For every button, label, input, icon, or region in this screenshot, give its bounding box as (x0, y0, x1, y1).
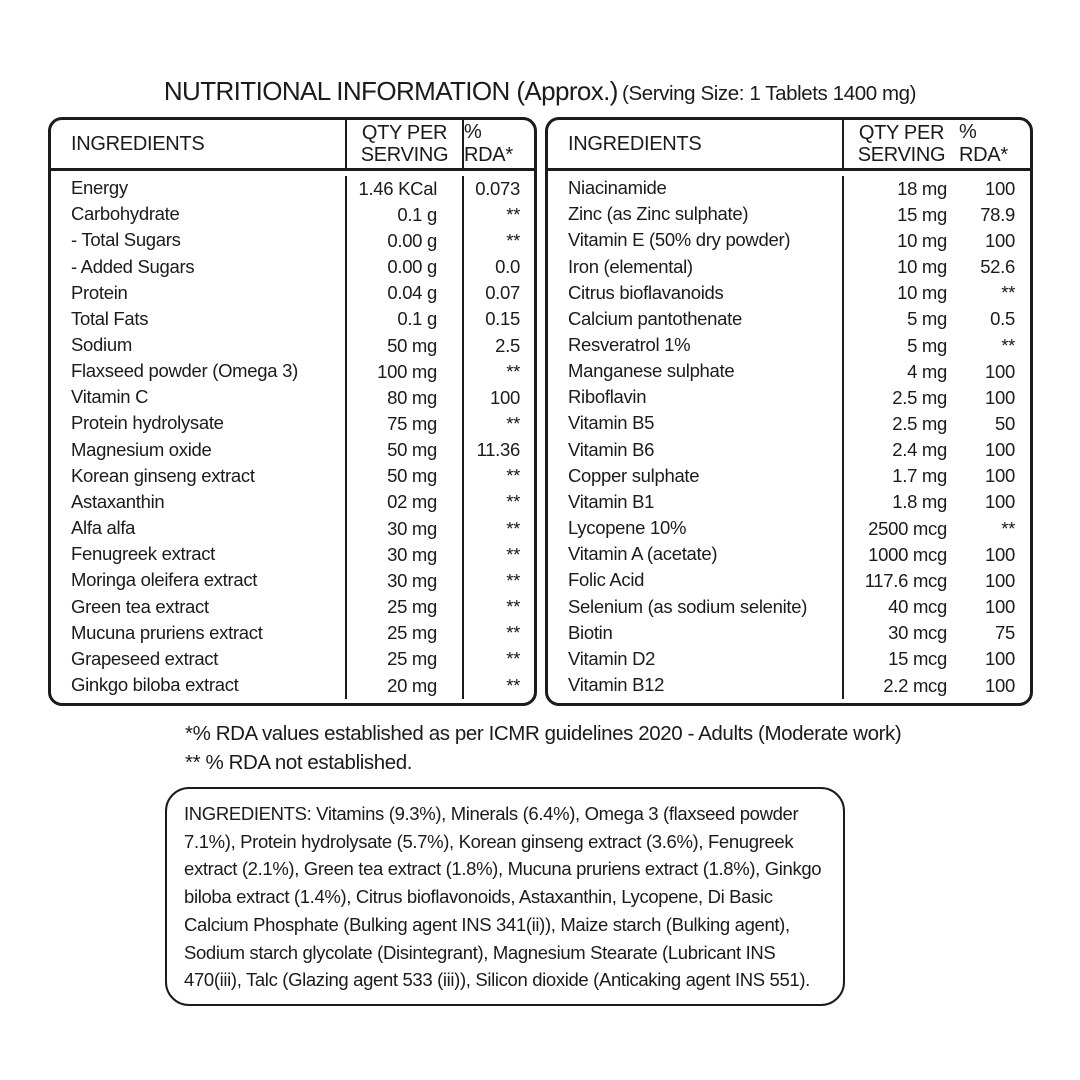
title-serving-size: (Serving Size: 1 Tablets 1400 mg) (622, 82, 917, 105)
cell-qty-per-serving: 5 mg (842, 332, 959, 358)
cell-rda-value: ** (1001, 517, 1015, 539)
cell-ingredient-name: Citrus bioflavanoids (568, 281, 724, 303)
cell-ingredient-name: Lycopene 10% (568, 517, 687, 539)
table-row (51, 567, 534, 593)
cell-rda-value: 100 (985, 674, 1015, 696)
cell-rda-value: 100 (985, 465, 1015, 487)
table-row (548, 384, 1030, 410)
table-row (548, 280, 1030, 306)
cell-ingredient-name: Vitamin B6 (568, 438, 655, 460)
cell-ingredient-name: Protein (71, 281, 128, 303)
cell-rda-value: ** (462, 489, 534, 515)
cell-qty-per-serving: 50 mg (345, 437, 462, 463)
cell-rda-value: 100 (985, 360, 1015, 382)
cell-qty-per-serving: 18 mg (842, 176, 959, 202)
cell-rda-value: ** (462, 359, 534, 385)
table-row (548, 410, 1030, 436)
cell-rda-value: ** (462, 202, 534, 228)
table-row (51, 358, 534, 384)
cell-rda-value: 100 (985, 569, 1015, 591)
cell-ingredient-name: Total Fats (71, 307, 149, 329)
ingredients-box (165, 787, 845, 1006)
cell-ingredient-name: - Total Sugars (71, 229, 181, 251)
table-row (51, 280, 534, 306)
cell-ingredient-name: Vitamin B1 (568, 490, 655, 512)
cell-ingredient-name: Korean ginseng extract (71, 464, 255, 486)
cell-ingredient-name: Grapeseed extract (71, 647, 219, 669)
cell-qty-per-serving: 50 mg (345, 463, 462, 489)
table-row (548, 620, 1030, 646)
table-row (548, 332, 1030, 358)
table-row (51, 594, 534, 620)
cell-rda-value: 100 (985, 386, 1015, 408)
cell-qty-per-serving: 15 mg (842, 202, 959, 228)
cell-ingredient-name: Flaxseed powder (Omega 3) (71, 360, 298, 382)
cell-qty-per-serving: 40 mcg (842, 594, 959, 620)
cell-qty-per-serving: 25 mg (345, 620, 462, 646)
cell-ingredient-name: Sodium (71, 334, 132, 356)
cell-rda-value: 75 (995, 622, 1015, 644)
cell-rda-value: ** (462, 568, 534, 594)
cell-ingredient-name: - Added Sugars (71, 255, 195, 277)
cell-qty-per-serving: 2.2 mcg (842, 672, 959, 698)
right-table-body (548, 171, 1030, 703)
cell-rda-value: 78.9 (980, 203, 1015, 225)
cell-ingredient-name: Moringa oleifera extract (71, 569, 258, 591)
table-row (548, 175, 1030, 201)
table-row (548, 489, 1030, 515)
cell-rda-value: ** (462, 228, 534, 254)
table-row (548, 201, 1030, 227)
cell-rda-value: 100 (462, 385, 534, 411)
cell-qty-per-serving: 10 mg (842, 254, 959, 280)
cell-rda-value: ** (462, 516, 534, 542)
header-qty-per-serving: QTY PER SERVING (842, 120, 959, 168)
header-rda: % RDA* (959, 121, 1008, 166)
cell-rda-value: ** (462, 646, 534, 672)
cell-rda-value: ** (1001, 334, 1015, 356)
table-row (51, 672, 534, 698)
footnote-rda-source: *% RDA values established as per ICMR guidelines 2020 - Adults (Moderate work) (185, 722, 902, 745)
cell-qty-per-serving: 30 mcg (842, 620, 959, 646)
cell-rda-value: 100 (985, 543, 1015, 565)
cell-qty-per-serving: 4 mg (842, 359, 959, 385)
cell-qty-per-serving: 1.8 mg (842, 489, 959, 515)
cell-rda-value: 0.5 (990, 308, 1015, 330)
cell-qty-per-serving: 2.5 mg (842, 385, 959, 411)
table-row (51, 175, 534, 201)
cell-rda-value: ** (1001, 282, 1015, 304)
left-table-body (51, 171, 534, 703)
cell-rda-value: ** (462, 463, 534, 489)
cell-rda-value: 50 (995, 412, 1015, 434)
cell-ingredient-name: Mucuna pruriens extract (71, 621, 263, 643)
cell-qty-per-serving: 30 mg (345, 516, 462, 542)
cell-rda-value: 100 (985, 596, 1015, 618)
right-table-header (548, 120, 1030, 171)
cell-rda-value: 100 (985, 229, 1015, 251)
cell-qty-per-serving: 0.00 g (345, 228, 462, 254)
cell-ingredient-name: Vitamin B5 (568, 412, 655, 434)
cell-ingredient-name: Folic Acid (568, 569, 645, 591)
cell-rda-value: 0.073 (462, 176, 534, 202)
left-table-header (51, 120, 534, 171)
cell-qty-per-serving: 0.00 g (345, 254, 462, 280)
cell-rda-value: ** (462, 411, 534, 437)
table-row (51, 541, 534, 567)
cell-rda-value: ** (462, 672, 534, 698)
header-ingredients: INGREDIENTS (71, 132, 205, 155)
cell-ingredient-name: Ginkgo biloba extract (71, 674, 239, 696)
table-row (51, 646, 534, 672)
table-row (548, 515, 1030, 541)
table-row (51, 620, 534, 646)
rda-footnotes (185, 719, 901, 777)
table-row (548, 672, 1030, 698)
table-row (548, 541, 1030, 567)
table-row (548, 567, 1030, 593)
cell-qty-per-serving: 30 mg (345, 568, 462, 594)
table-row (51, 332, 534, 358)
header-rda: % RDA* (462, 120, 534, 168)
cell-rda-value: ** (462, 542, 534, 568)
cell-ingredient-name: Vitamin B12 (568, 674, 665, 696)
cell-rda-value: 0.07 (462, 280, 534, 306)
table-row (548, 227, 1030, 253)
cell-qty-per-serving: 0.1 g (345, 306, 462, 332)
cell-rda-value: 100 (985, 177, 1015, 199)
table-row (51, 410, 534, 436)
right-nutrition-table (545, 117, 1033, 706)
cell-rda-value: 11.36 (462, 437, 534, 463)
table-row (51, 463, 534, 489)
table-row (51, 306, 534, 332)
cell-rda-value: ** (462, 620, 534, 646)
cell-qty-per-serving: 25 mg (345, 646, 462, 672)
cell-qty-per-serving: 25 mg (345, 594, 462, 620)
title-main: NUTRITIONAL INFORMATION (Approx.) (163, 76, 618, 106)
table-row (51, 227, 534, 253)
cell-ingredient-name: Calcium pantothenate (568, 307, 742, 329)
header-qty-per-serving: QTY PER SERVING (345, 120, 462, 168)
cell-qty-per-serving: 100 mg (345, 359, 462, 385)
cell-rda-value: 2.5 (462, 332, 534, 358)
header-ingredients: INGREDIENTS (568, 132, 702, 155)
cell-qty-per-serving: 20 mg (345, 672, 462, 698)
cell-qty-per-serving: 10 mg (842, 280, 959, 306)
cell-ingredient-name: Copper sulphate (568, 464, 700, 486)
table-row (51, 489, 534, 515)
cell-qty-per-serving: 0.04 g (345, 280, 462, 306)
cell-qty-per-serving: 15 mcg (842, 646, 959, 672)
cell-qty-per-serving: 1.46 KCal (345, 176, 462, 202)
cell-rda-value: 100 (985, 491, 1015, 513)
cell-ingredient-name: Energy (71, 177, 128, 199)
cell-qty-per-serving: 1.7 mg (842, 463, 959, 489)
cell-qty-per-serving: 80 mg (345, 385, 462, 411)
cell-qty-per-serving: 30 mg (345, 542, 462, 568)
cell-ingredient-name: Manganese sulphate (568, 360, 735, 382)
cell-rda-value: 0.0 (462, 254, 534, 280)
cell-ingredient-name: Selenium (as sodium selenite) (568, 595, 808, 617)
cell-ingredient-name: Astaxanthin (71, 490, 165, 512)
table-row (51, 201, 534, 227)
cell-ingredient-name: Vitamin E (50% dry powder) (568, 229, 791, 251)
cell-rda-value: 100 (985, 648, 1015, 670)
cell-qty-per-serving: 5 mg (842, 306, 959, 332)
ingredients-text: INGREDIENTS: Vitamins (9.3%), Minerals (6.4%), Omega 3 (flaxseed powder 7.1%), Protein hydrolysate (5.7%), Korean ginseng extract (3.6%), Fenugreek extract (2.1%), Green tea extract (1.8%), Mucuna pruriens extract (1.8%), Ginkgo biloba extract (1.4%), Citrus bioflavonoids, Astaxanthin, Lycopene, Di Basic Calcium Phosphate (Bulking agent INS 341(ii)), Maize starch (Bulking agent), Sodium starch glycolate (Disintegrant), Magnesium Stearate (Lubricant INS 470(iii), Talc (Glazing agent 533 (iii)), Silicon dioxide (Anticaking agent INS 551). (184, 803, 822, 991)
cell-ingredient-name: Carbohydrate (71, 203, 180, 225)
cell-qty-per-serving: 2.4 mg (842, 437, 959, 463)
table-row (51, 515, 534, 541)
cell-qty-per-serving: 2500 mcg (842, 516, 959, 542)
cell-ingredient-name: Zinc (as Zinc sulphate) (568, 203, 749, 225)
cell-ingredient-name: Iron (elemental) (568, 255, 693, 277)
cell-qty-per-serving: 50 mg (345, 332, 462, 358)
table-row (51, 384, 534, 410)
left-nutrition-table (48, 117, 537, 706)
table-row (548, 358, 1030, 384)
cell-ingredient-name: Magnesium oxide (71, 438, 212, 460)
table-row (51, 253, 534, 279)
cell-ingredient-name: Riboflavin (568, 386, 647, 408)
table-row (548, 253, 1030, 279)
cell-ingredient-name: Alfa alfa (71, 517, 136, 539)
cell-rda-value: ** (462, 594, 534, 620)
cell-qty-per-serving: 02 mg (345, 489, 462, 515)
table-row (548, 437, 1030, 463)
table-row (51, 437, 534, 463)
cell-ingredient-name: Vitamin A (acetate) (568, 543, 718, 565)
table-row (548, 463, 1030, 489)
cell-ingredient-name: Biotin (568, 621, 613, 643)
cell-qty-per-serving: 117.6 mcg (842, 568, 959, 594)
cell-ingredient-name: Fenugreek extract (71, 543, 216, 565)
table-row (548, 646, 1030, 672)
cell-ingredient-name: Resveratrol 1% (568, 334, 691, 356)
cell-qty-per-serving: 0.1 g (345, 202, 462, 228)
cell-rda-value: 100 (985, 439, 1015, 461)
cell-ingredient-name: Vitamin D2 (568, 647, 656, 669)
cell-qty-per-serving: 10 mg (842, 228, 959, 254)
cell-qty-per-serving: 2.5 mg (842, 411, 959, 437)
cell-ingredient-name: Niacinamide (568, 177, 667, 199)
page-title (0, 76, 1080, 107)
cell-qty-per-serving: 75 mg (345, 411, 462, 437)
table-row (548, 594, 1030, 620)
cell-rda-value: 52.6 (980, 256, 1015, 278)
cell-rda-value: 0.15 (462, 306, 534, 332)
table-row (548, 306, 1030, 332)
footnote-rda-not-established: ** % RDA not established. (185, 751, 413, 774)
cell-ingredient-name: Green tea extract (71, 595, 209, 617)
cell-ingredient-name: Protein hydrolysate (71, 412, 224, 434)
cell-ingredient-name: Vitamin C (71, 386, 149, 408)
cell-qty-per-serving: 1000 mcg (842, 542, 959, 568)
